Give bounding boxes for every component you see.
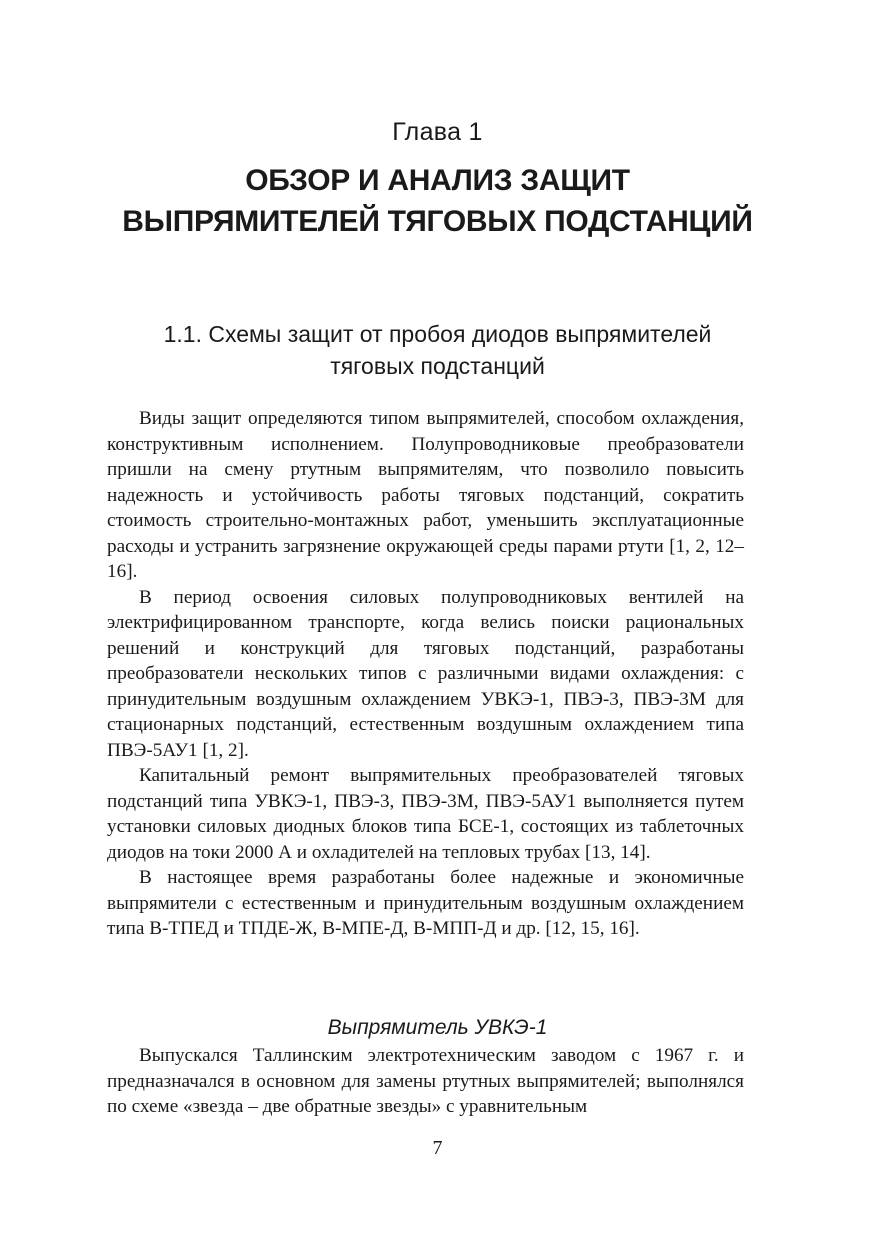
page-number: 7: [432, 1137, 443, 1159]
chapter-title-line-1: ОБЗОР И АНАЛИЗ ЗАЩИТ: [245, 164, 630, 197]
section-title: [60, 318, 815, 382]
subsection-body-text: [107, 1043, 744, 1120]
paragraph: В настоящее время разработаны более надежные и экономичные выпрямители с естественным и принудительным воздушным охлаждением типа В-ТПЕД и ТПДЕ-Ж, В-МПЕ-Д, В-МПП-Д и др. [12, 15, 16].: [107, 867, 744, 939]
paragraph: Выпускался Таллинским электротехническим заводом с 1967 г. и предназначался в основном для замены ртутных выпрямителей; выполнялся по схеме «звезда – две обратные звезды» с уравнительным: [107, 1045, 744, 1117]
paragraph: Виды защит определяются типом выпрямителей, способом охлаждения, конструктивным исполнением. Полупроводниковые преобразователи пришли на смену ртутным выпрямителям, что позволило повысить надежность и устойчивость работы тяговых подстанций, сократить стоимость строительно-монтажных работ, уменьшить эксплуатационные расходы и устранить загрязнение окружающей среды парами ртути [1, 2, 12–16].: [107, 408, 744, 582]
subsection-title: Выпрямитель УВКЭ-1: [327, 1016, 548, 1039]
chapter-title: [60, 160, 815, 242]
paragraph: В период освоения силовых полупроводниковых вентилей на электрифицированном транспорте, когда велись поиски рациональных решений и конструкций для тяговых подстанций, разработаны преобразователи нескольких типов с различными видами охлаждения: с принудительным воздушным охлаждением УВКЭ-1, ПВЭ-3, ПВЭ-3М для стационарных подстанций, естественным воздушным охлаждением типа ПВЭ-5АУ1 [1, 2].: [107, 586, 744, 761]
section-title-line-1: 1.1. Схемы защит от пробоя диодов выпрямителей: [163, 321, 712, 347]
chapter-label: Глава 1: [392, 118, 483, 146]
chapter-title-line-2: ВЫПРЯМИТЕЛЕЙ ТЯГОВЫХ ПОДСТАНЦИЙ: [122, 205, 753, 238]
section-title-line-2: тяговых подстанций: [330, 353, 545, 379]
main-body-text: [107, 406, 744, 942]
paragraph: Капитальный ремонт выпрямительных преобразователей тяговых подстанций типа УВКЭ-1, ПВЭ-3, ПВЭ-3М, ПВЭ-5АУ1 выполняется путем установки силовых диодных блоков типа БСЕ-1, состоящих из таблеточных диодов на токи 2000 А и охладителей на тепловых трубах [13, 14].: [107, 765, 744, 863]
